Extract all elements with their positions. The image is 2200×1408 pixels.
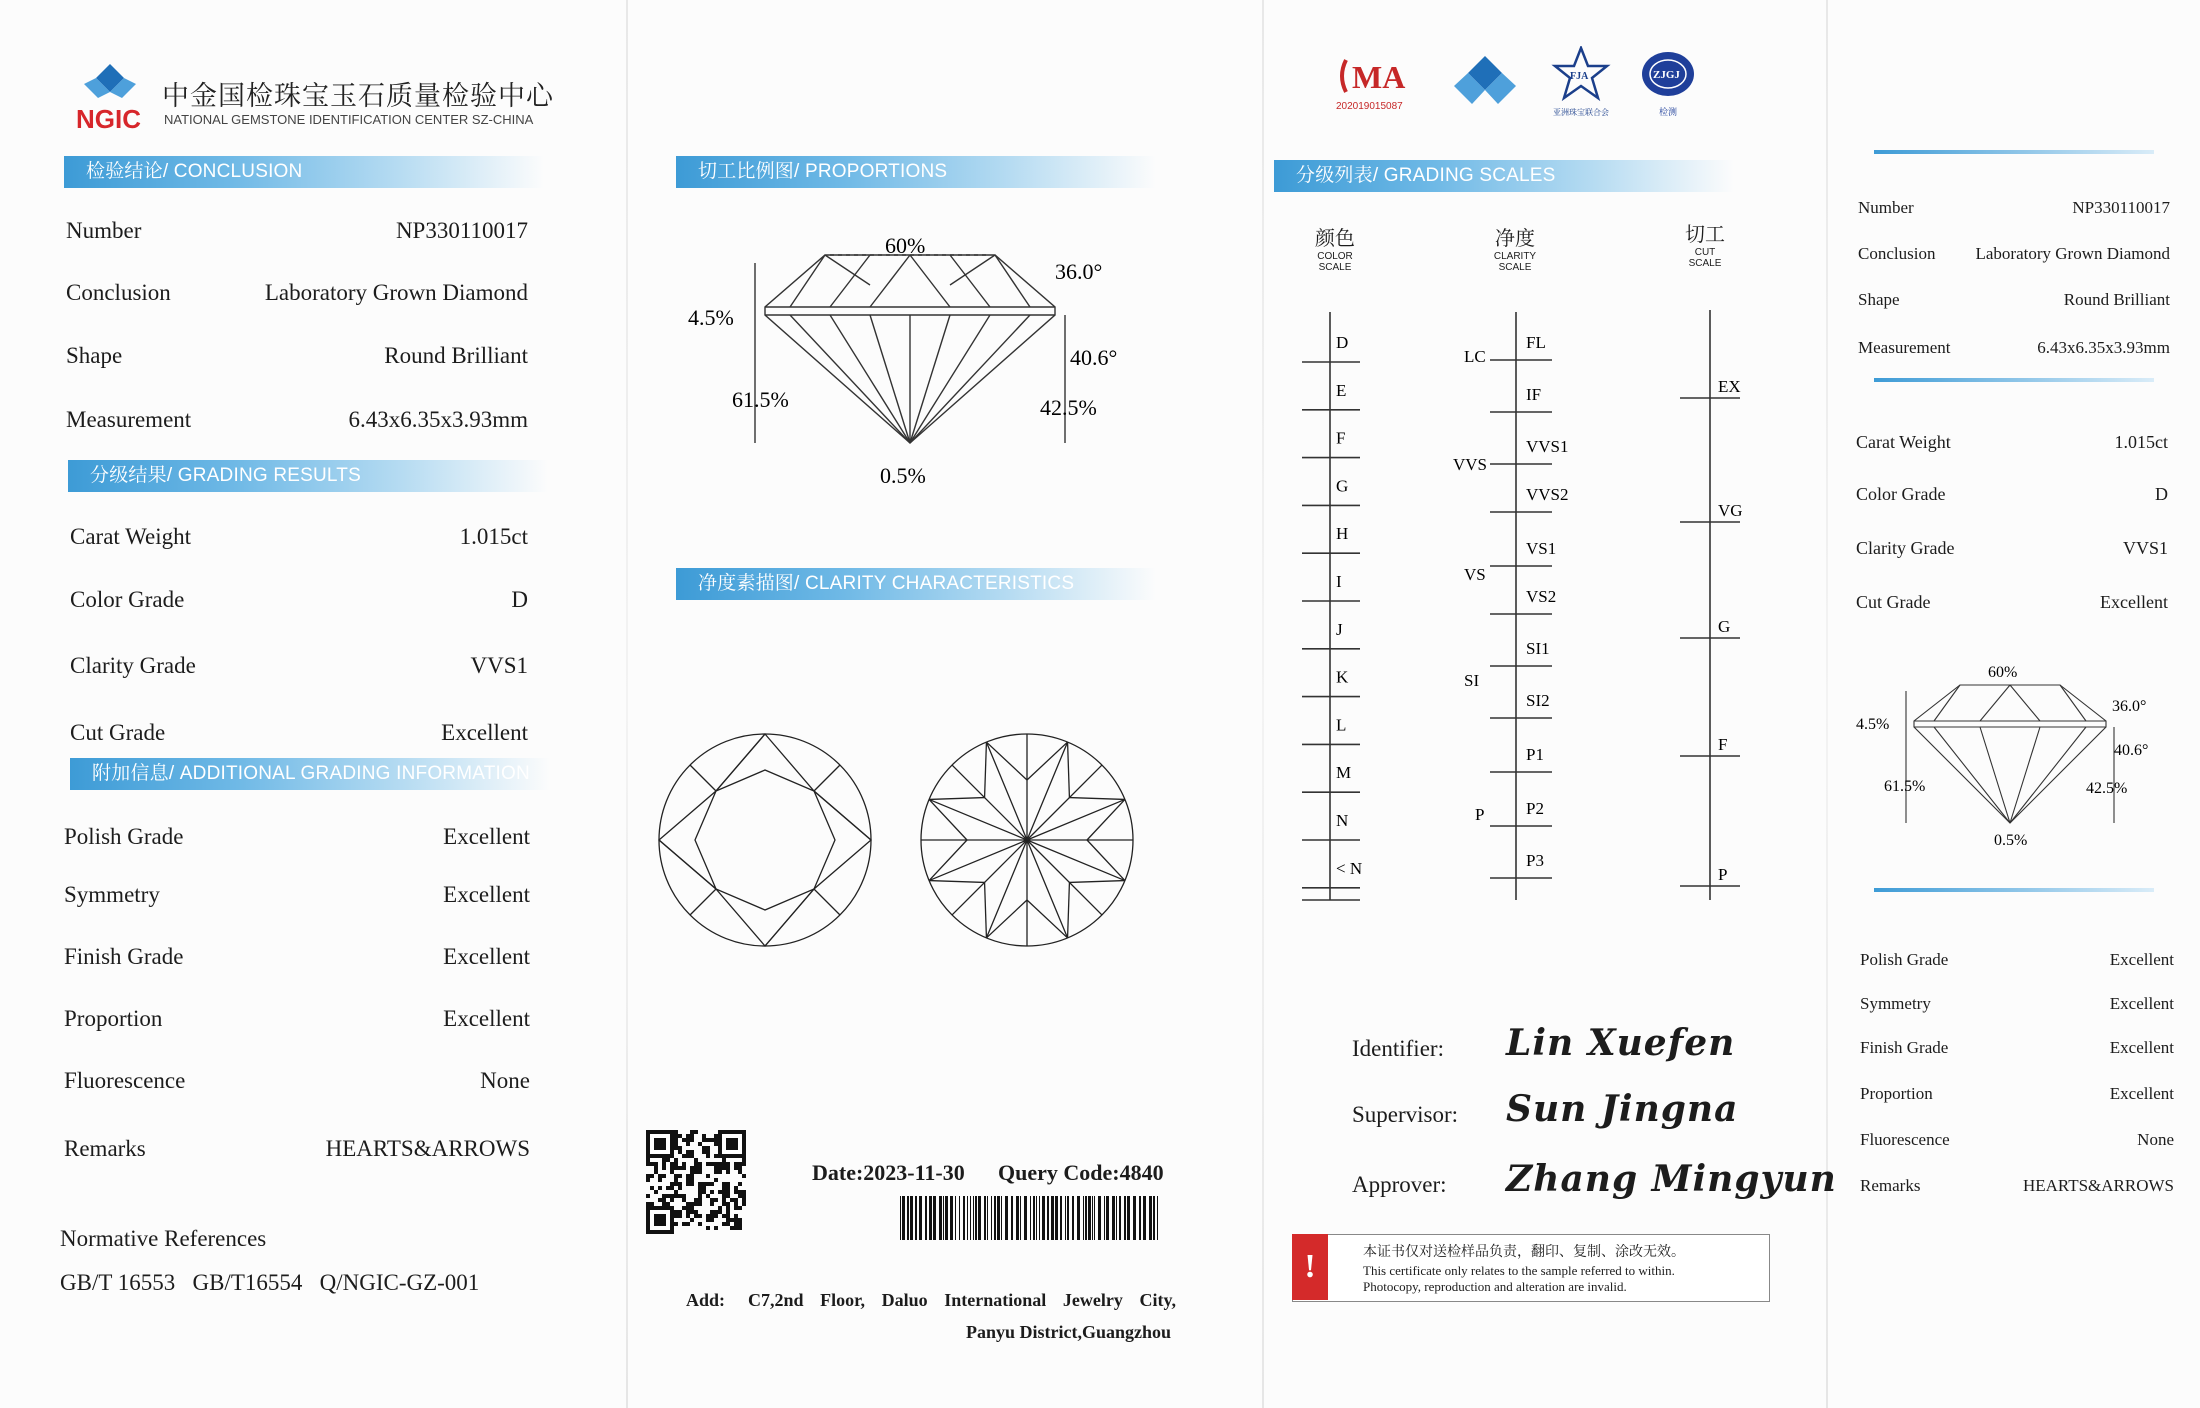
field-row [70,720,528,746]
clarity-grade-label: P2 [1526,799,1544,818]
color-grade-label: N [1336,811,1349,830]
table-pct: 60% [885,233,926,258]
diamond-logo-icon [1452,54,1518,110]
color-grade-label: I [1336,572,1342,591]
card-culet: 0.5% [1994,832,2028,849]
culet-pct: 0.5% [880,463,926,488]
color-grade-label: F [1336,428,1346,448]
clarity-group-label: VVS [1453,455,1488,474]
grading-scales-banner: 分级列表/ GRADING SCALES [1274,160,1734,192]
field-row [64,1006,530,1032]
field-row [1860,1084,2174,1104]
field-row [66,407,528,433]
cma-badge [1336,52,1416,112]
field-value: HEARTS&ARROWS [2022,1176,2174,1195]
field-value: D [2155,484,2168,504]
issue-date: Date:2023-11-30 [812,1160,965,1185]
qr-code [646,1130,746,1234]
color-grade-label: K [1336,667,1349,687]
field-row [64,882,530,908]
cma-mark-icon [1336,52,1416,98]
field-row [64,1136,530,1162]
field-label: Fluorescence [1860,1130,1950,1149]
address-label: Add: [686,1290,726,1310]
field-label: Clarity Grade [1856,538,1955,558]
field-row [1860,1176,2174,1196]
crown-view-plot [650,725,880,955]
field-value: D [511,587,528,612]
field-label: Number [66,218,142,243]
fja-star-icon [1551,46,1611,102]
crown-angle: 36.0° [1055,259,1103,284]
field-value: Laboratory Grown Diamond [1975,244,2170,263]
field-row [70,524,528,550]
field-value: Excellent [443,882,530,907]
card-total-depth: 61.5% [1884,778,1926,795]
card-rule-3 [1874,888,2154,892]
field-value: Excellent [2109,994,2174,1013]
pavilion-depth: 42.5% [1040,395,1097,420]
field-label: Color Grade [1856,484,1946,504]
clarity-grade-label: SI1 [1526,639,1550,658]
field-label: Remarks [64,1136,146,1161]
field-value: HEARTS&ARROWS [325,1136,530,1161]
field-value: NP330110017 [2072,198,2170,217]
cut-grade-label: P [1718,865,1728,884]
field-label: Proportion [1860,1084,1933,1103]
card-pavilion-depth: 42.5% [2086,780,2128,797]
cut-grade-label: EX [1718,377,1741,396]
zjgj-badge: ZJGJ 检测 [1638,48,1698,118]
field-row [70,653,528,679]
field-label: Conclusion [66,280,171,305]
field-value: 6.43x6.35x3.93mm [2037,338,2170,357]
card-rule-top [1874,150,2154,154]
field-label: Symmetry [1860,994,1931,1013]
field-value: None [2137,1130,2174,1149]
signature-role: Approver: [1352,1172,1447,1197]
field-value: Excellent [2109,1084,2174,1103]
clarity-grade-label: SI2 [1526,691,1550,710]
field-label: Carat Weight [1856,432,1951,452]
field-label: Measurement [66,407,192,432]
logo-text: NGIC [76,104,141,134]
fja-badge: FJA 亚洲珠宝联合会 [1548,46,1614,118]
conclusion-banner: 检验结论/ CONCLUSION [64,156,544,188]
barcode [900,1196,1162,1240]
field-value: Round Brilliant [2063,290,2170,309]
clarity-grade-label: VS2 [1526,587,1557,606]
card-proportions-diagram [1850,655,2180,855]
field-value: Excellent [443,824,530,849]
fold-line [626,0,628,1408]
clarity-grade-label: FL [1526,333,1546,352]
grading-results-banner: 分级结果/ GRADING RESULTS [68,460,548,492]
color-grade-label: L [1336,715,1347,735]
card-rule-2 [1874,378,2154,382]
field-label: Symmetry [64,882,160,907]
clarity-grade-label: P3 [1526,851,1544,870]
clarity-grade-label: VS1 [1526,539,1557,558]
field-value: NP330110017 [395,218,528,243]
field-value: 6.43x6.35x3.93mm [348,407,528,432]
field-row [1860,1038,2174,1058]
signature-role: Supervisor: [1352,1102,1459,1127]
signature-name: Sun Jingna [1506,1088,1739,1130]
notice-box [1292,1234,1770,1302]
cma-number: 202019015087 [1336,101,1403,112]
clarity-group-label: VS [1464,565,1486,584]
org-name-cn: 中金国检珠宝玉石质量检验中心 [162,81,554,111]
field-value: Excellent [2109,1038,2174,1057]
field-value: 1.015ct [459,524,528,549]
field-label: Polish Grade [1860,950,1949,969]
field-label: Cut Grade [1856,592,1931,612]
zjgj-seal-icon [1639,48,1697,100]
field-value: Excellent [2100,592,2168,612]
clarity-group-label: SI [1464,671,1480,690]
field-label: Shape [1858,290,1900,309]
field-row [70,587,528,613]
clarity-group-label: P [1475,805,1485,824]
field-row [1856,592,2168,613]
warning-icon: ! [1292,1234,1328,1300]
field-value: Excellent [443,1006,530,1031]
pavilion-view-plot [912,725,1142,955]
svg-text:MA: MA [1352,59,1406,95]
field-value: VVS1 [470,653,528,678]
card-table-pct: 60% [1988,664,2018,681]
field-label: Carat Weight [70,524,191,549]
clarity-grade-label: P1 [1526,745,1544,764]
color-grade-label: G [1336,476,1349,496]
crown-height: 4.5% [688,305,734,330]
total-depth: 61.5% [732,387,789,412]
color-grade-label: J [1336,619,1343,639]
field-label: Remarks [1860,1176,1921,1195]
notice-en1: This certificate only relates to the sample referred to within. [1363,1263,1675,1278]
field-row [66,343,528,369]
clarity-group-label: LC [1464,347,1486,366]
color-grade-label: < N [1336,858,1363,878]
field-row [64,1068,530,1094]
cut-scale-header: 切工 CUT SCALE [1685,224,1725,269]
notice-cn: 本证书仅对送检样品负责，翻印、复制、涂改无效。 [1363,1243,1685,1259]
pavilion-angle: 40.6° [1070,345,1118,370]
field-row [1858,290,2170,310]
field-row [1860,1130,2174,1150]
clarity-characteristics-banner: 净度素描图/ CLARITY CHARACTERISTICS [676,568,1156,600]
field-row [1858,198,2170,218]
field-value: VVS1 [2122,538,2168,558]
field-label: Measurement [1858,338,1951,357]
field-label: Shape [66,343,123,368]
field-row [1858,244,2170,264]
field-row [66,280,528,306]
field-row [64,824,530,850]
field-value: Excellent [2109,950,2174,969]
field-value: 1.015ct [2114,432,2168,452]
field-value: Excellent [441,720,528,745]
clarity-grade-label: IF [1526,385,1542,404]
signature-name: Lin Xuefen [1506,1022,1736,1064]
color-scale-header: 颜色 COLOR SCALE [1315,228,1355,273]
field-value: None [480,1068,530,1093]
field-label: Clarity Grade [70,653,196,678]
field-row [1856,432,2168,453]
fold-line [1262,0,1264,1408]
field-label: Finish Grade [1860,1038,1949,1057]
signature-name: Zhang Mingyun [1506,1158,1837,1200]
field-label: Color Grade [70,587,185,612]
color-grade-label: D [1336,333,1349,352]
signature-role: Identifier: [1352,1036,1444,1061]
cut-grade-label: G [1718,617,1731,636]
field-row [64,944,530,970]
notice-en2: Photocopy, reproduction and alteration are invalid. [1363,1279,1627,1294]
card-crown-height: 4.5% [1856,716,1890,733]
clarity-grade-label: VVS1 [1526,437,1569,456]
color-grade-label: M [1336,763,1352,783]
clarity-grade-label: VVS2 [1526,485,1569,504]
card-crown-angle: 36.0° [2112,698,2147,715]
field-label: Proportion [64,1006,163,1031]
field-row [1856,538,2168,559]
field-value: Laboratory Grown Diamond [264,280,528,305]
field-label: Finish Grade [64,944,184,969]
color-grade-label: E [1336,380,1347,400]
field-value: Round Brilliant [384,343,528,368]
field-row [1860,994,2174,1014]
proportions-diagram [670,225,1150,495]
card-pavilion-angle: 40.6° [2114,742,2149,759]
field-row [1858,338,2170,358]
field-row [1860,950,2174,970]
color-grade-label: H [1336,524,1349,544]
field-label: Conclusion [1858,244,1936,263]
field-label: Polish Grade [64,824,184,849]
address-line2: Panyu District,Guangzhou [966,1322,1172,1342]
cut-grade-label: F [1718,735,1728,754]
query-code: Query Code:4840 [998,1160,1164,1185]
org-name-en: NATIONAL GEMSTONE IDENTIFICATION CENTER SZ-CHINA [164,112,534,127]
svg-text:FJA: FJA [1570,71,1589,82]
field-row [1856,484,2168,505]
normative-refs: GB/T 16553 GB/T16554 Q/NGIC-GZ-001 [60,1270,480,1295]
field-value: Excellent [443,944,530,969]
proportions-banner: 切工比例图/ PROPORTIONS [676,156,1156,188]
clarity-scale-header: 净度 CLARITY SCALE [1493,228,1537,273]
ngic-logo [72,62,152,137]
field-label: Number [1858,198,1914,217]
field-row [66,218,528,244]
svg-text:ZJGJ: ZJGJ [1653,69,1680,81]
address-line1: C7,2nd Floor, Daluo International Jewelry City, [748,1290,1176,1310]
cut-grade-label: VG [1718,501,1743,520]
field-label: Cut Grade [70,720,166,745]
additional-banner: 附加信息/ ADDITIONAL GRADING INFORMATION [70,758,550,790]
normative-title: Normative References [60,1226,267,1251]
field-label: Fluorescence [64,1068,186,1093]
scales-chart [1290,300,1750,920]
